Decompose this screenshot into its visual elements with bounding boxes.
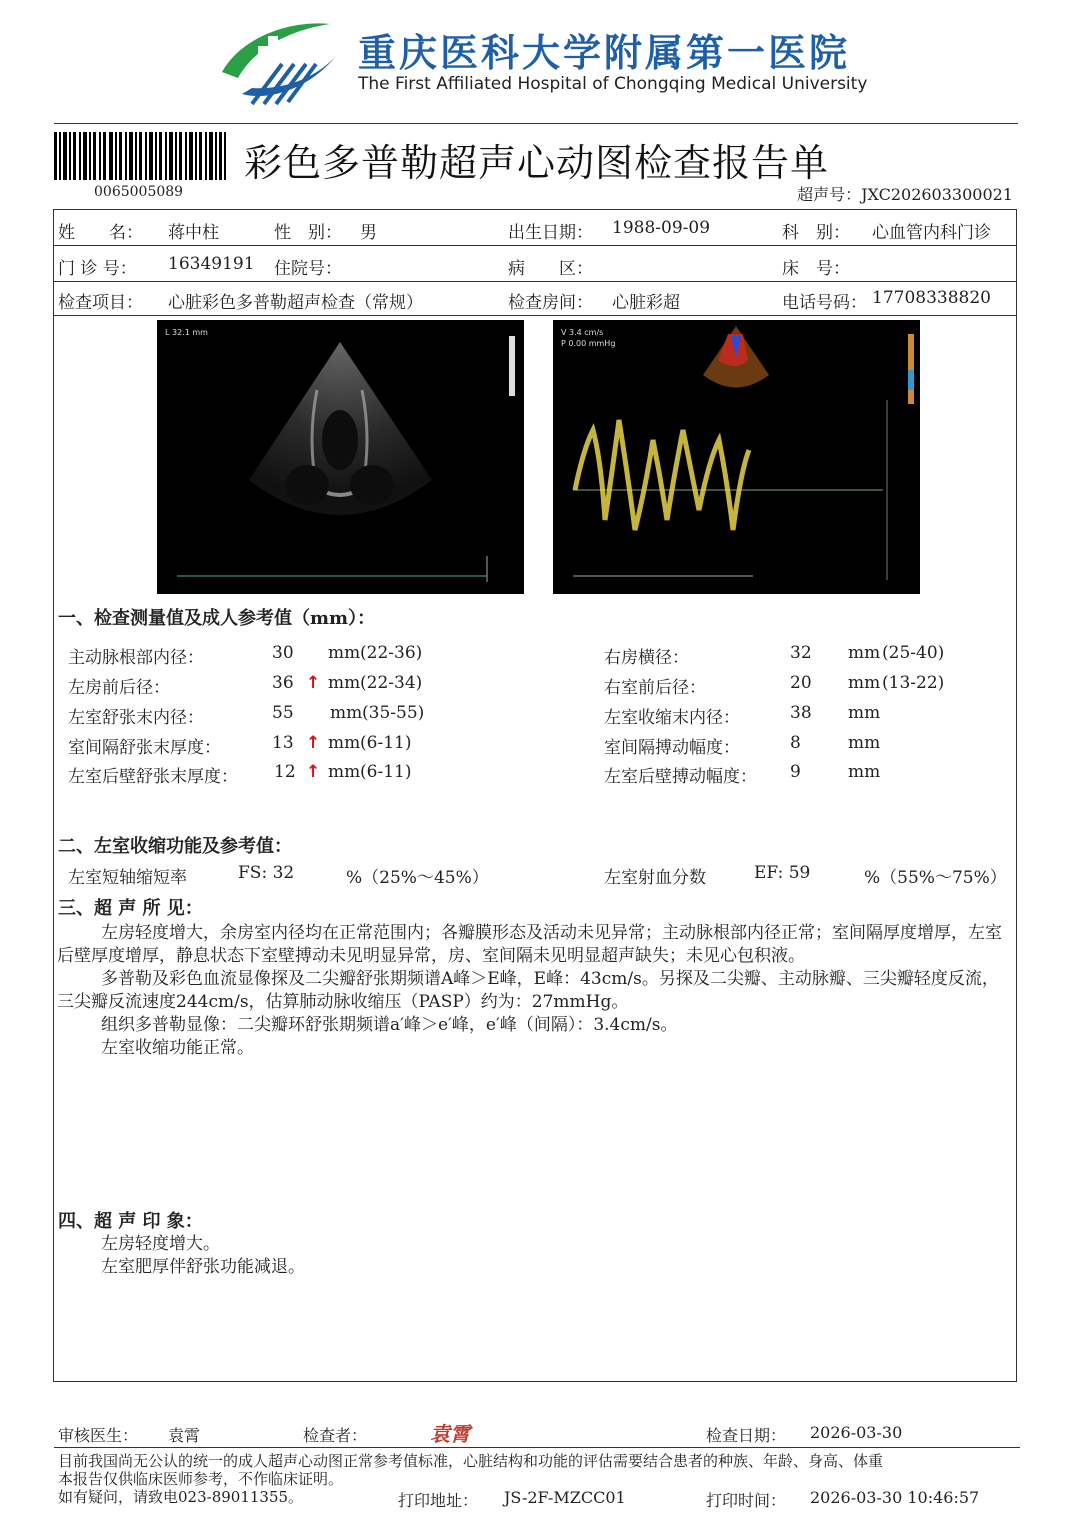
measure-label: 左房前后径： bbox=[68, 678, 170, 698]
echo-2d-readout: L 32.1 mm bbox=[165, 328, 208, 337]
print-time-label: 打印时间： bbox=[706, 1491, 787, 1510]
measure-value: 38 bbox=[790, 703, 812, 723]
barcode bbox=[54, 132, 226, 180]
measure-unit: mm bbox=[328, 673, 361, 693]
inpatient-label: 住院号： bbox=[274, 259, 342, 279]
barcode-number: 0065005089 bbox=[94, 184, 184, 200]
hospital-name-en: The First Affiliated Hospital of Chongqing Medical University bbox=[358, 74, 868, 94]
clinic-no: 16349191 bbox=[168, 254, 255, 274]
abnormal-flag: ↑ bbox=[306, 673, 321, 693]
exam-date: 2026-03-30 bbox=[810, 1423, 903, 1442]
measure-value: 9 bbox=[790, 762, 801, 782]
measure-value: 30 bbox=[272, 643, 294, 663]
footer-divider bbox=[54, 1447, 1020, 1448]
ef-ref: %（55%～75%） bbox=[864, 868, 1007, 888]
measure-value: 55 bbox=[272, 703, 294, 723]
measure-unit: mm bbox=[330, 703, 363, 723]
measure-ref: (6-11) bbox=[360, 762, 412, 782]
exam-value: 心脏彩色多普勒超声检查（常规） bbox=[168, 293, 423, 313]
gender-label: 性 别： bbox=[274, 223, 342, 243]
gender-value: 男 bbox=[360, 223, 377, 243]
findings-paragraph: 左室收缩功能正常。 bbox=[101, 1038, 254, 1058]
measure-value: 8 bbox=[790, 733, 801, 753]
fs-value: FS: 32 bbox=[238, 863, 295, 883]
section-impression-title: 四、超 声 印 象： bbox=[58, 1211, 203, 1232]
print-address: JS-2F-MZCC01 bbox=[504, 1488, 626, 1507]
fs-label: 左室短轴缩短率 bbox=[68, 868, 187, 888]
measure-ref: (22-36) bbox=[360, 643, 423, 663]
exam-label: 检查项目： bbox=[58, 293, 143, 313]
header-divider bbox=[54, 123, 1018, 124]
impression-line: 左房轻度增大。 bbox=[101, 1234, 220, 1254]
echo-2d-graphic bbox=[157, 320, 524, 594]
dob-value: 1988-09-09 bbox=[612, 218, 711, 238]
dob-label: 出生日期： bbox=[508, 223, 593, 243]
ward-label: 病 区： bbox=[508, 259, 593, 279]
bed-label: 床 号： bbox=[782, 259, 850, 279]
section-findings-title: 三、超 声 所 见： bbox=[58, 898, 203, 919]
reviewer-name: 袁霄 bbox=[168, 1426, 201, 1445]
measure-label: 主动脉根部内径： bbox=[68, 648, 204, 668]
measure-label: 左室后壁舒张末厚度： bbox=[68, 767, 238, 787]
doppler-readout-pressure: P 0.00 mmHg bbox=[561, 339, 616, 348]
measure-unit: mm bbox=[848, 762, 881, 782]
measure-ref: (13-22) bbox=[882, 673, 945, 693]
ef-value: EF: 59 bbox=[754, 863, 811, 883]
abnormal-flag: ↑ bbox=[306, 733, 321, 753]
hospital-logo bbox=[212, 16, 342, 108]
measure-unit: mm bbox=[848, 733, 881, 753]
exam-date-label: 检查日期： bbox=[706, 1426, 787, 1445]
doppler-readout-velocity: V 3.4 cm/s bbox=[561, 328, 604, 337]
measure-label: 左室收缩末内径： bbox=[604, 708, 740, 728]
measure-label: 左室后壁搏动幅度： bbox=[604, 767, 757, 787]
report-title: 彩色多普勒超声心动图检查报告单 bbox=[244, 141, 830, 185]
row-divider bbox=[53, 245, 1017, 246]
measure-label: 室间隔搏动幅度： bbox=[604, 738, 740, 758]
echo-image-doppler bbox=[553, 320, 920, 594]
measure-value: 20 bbox=[790, 673, 812, 693]
row-divider bbox=[53, 315, 1017, 316]
measure-value: 32 bbox=[790, 643, 812, 663]
measure-value: 12 bbox=[274, 762, 296, 782]
ultrasound-number: 超声号：JXC202603300021 bbox=[797, 185, 1013, 204]
row-divider bbox=[53, 281, 1017, 282]
findings-paragraph: 左房轻度增大，余房室内径均在正常范围内；各瓣膜形态及活动未见异常；主动脉根部内径正常；室间隔厚度增厚，左室后壁厚度增厚，静息状态下室壁搏动未见明显异常，房、室间隔未见明显超声缺失；未见心包积液。 bbox=[57, 923, 1002, 966]
measure-unit: mm bbox=[848, 643, 881, 663]
measure-unit: mm bbox=[848, 673, 881, 693]
ef-label: 左室射血分数 bbox=[604, 868, 706, 888]
patient-name-label: 姓 名： bbox=[58, 223, 143, 243]
hospital-name-cn: 重庆医科大学附属第一医院 bbox=[358, 31, 851, 75]
findings-paragraph: 多普勒及彩色血流显像探及二尖瓣舒张期频谱A峰＞E峰，E峰：43cm/s。另探及二尖瓣、主动脉瓣、三尖瓣轻度反流，三尖瓣反流速度244cm/s，估算肺动脉收缩压（PASP）约为：27mmHg。 bbox=[57, 969, 999, 1012]
findings-paragraph: 组织多普勒显像：二尖瓣环舒张期频谱a′峰＞e′峰，e′峰（间隔）：3.4cm/s。 bbox=[101, 1015, 678, 1035]
footer-note-3: 如有疑问，请致电023-89011355。 bbox=[58, 1488, 304, 1506]
echo-image-2d bbox=[157, 320, 524, 594]
print-time: 2026-03-30 10:46:57 bbox=[810, 1488, 980, 1507]
phone-label: 电话号码： bbox=[782, 293, 867, 313]
reviewer-label: 审核医生： bbox=[58, 1426, 139, 1445]
measure-ref: (35-55) bbox=[362, 703, 425, 723]
print-address-label: 打印地址： bbox=[398, 1491, 479, 1510]
footer-note-2: 本报告仅供临床医师参考，不作临床证明。 bbox=[58, 1470, 344, 1488]
measure-label: 左室舒张末内径： bbox=[68, 708, 204, 728]
section-lv-function-title: 二、左室收缩功能及参考值： bbox=[58, 836, 292, 857]
measure-unit: mm bbox=[848, 703, 881, 723]
dept-label: 科 别： bbox=[782, 223, 850, 243]
dept-value: 心血管内科门诊 bbox=[872, 223, 991, 243]
examiner-signature: 袁霄 bbox=[430, 1422, 470, 1446]
measure-value: 13 bbox=[272, 733, 294, 753]
findings-body bbox=[57, 922, 1013, 1060]
measure-ref: (25-40) bbox=[882, 643, 945, 663]
fs-ref: %（25%～45%） bbox=[346, 868, 489, 888]
clinic-no-label: 门 诊 号： bbox=[58, 259, 137, 279]
footer-note-1: 目前我国尚无公认的统一的成人超声心动图正常参考值标准，心脏结构和功能的评估需要结合患者的种族、年龄、身高、体重 bbox=[58, 1452, 884, 1470]
measure-value: 36 bbox=[272, 673, 294, 693]
measure-unit: mm bbox=[328, 762, 361, 782]
section-measurements-title: 一、检查测量值及成人参考值（mm）： bbox=[58, 608, 376, 629]
abnormal-flag: ↑ bbox=[306, 762, 321, 782]
measure-unit: mm bbox=[328, 733, 361, 753]
measure-label: 右房横径： bbox=[604, 648, 689, 668]
measure-label: 室间隔舒张末厚度： bbox=[68, 738, 221, 758]
examiner-label: 检查者： bbox=[303, 1426, 368, 1445]
room-value: 心脏彩超 bbox=[612, 293, 680, 313]
measure-unit: mm bbox=[328, 643, 361, 663]
room-label: 检查房间： bbox=[508, 293, 593, 313]
patient-name: 蒋中柱 bbox=[168, 223, 219, 243]
measure-ref: (6-11) bbox=[360, 733, 412, 753]
measure-ref: (22-34) bbox=[360, 673, 423, 693]
doppler-graphic bbox=[553, 320, 920, 594]
impression-line: 左室肥厚伴舒张功能减退。 bbox=[101, 1257, 305, 1277]
measure-label: 右室前后径： bbox=[604, 678, 706, 698]
phone-value: 17708338820 bbox=[872, 288, 991, 308]
